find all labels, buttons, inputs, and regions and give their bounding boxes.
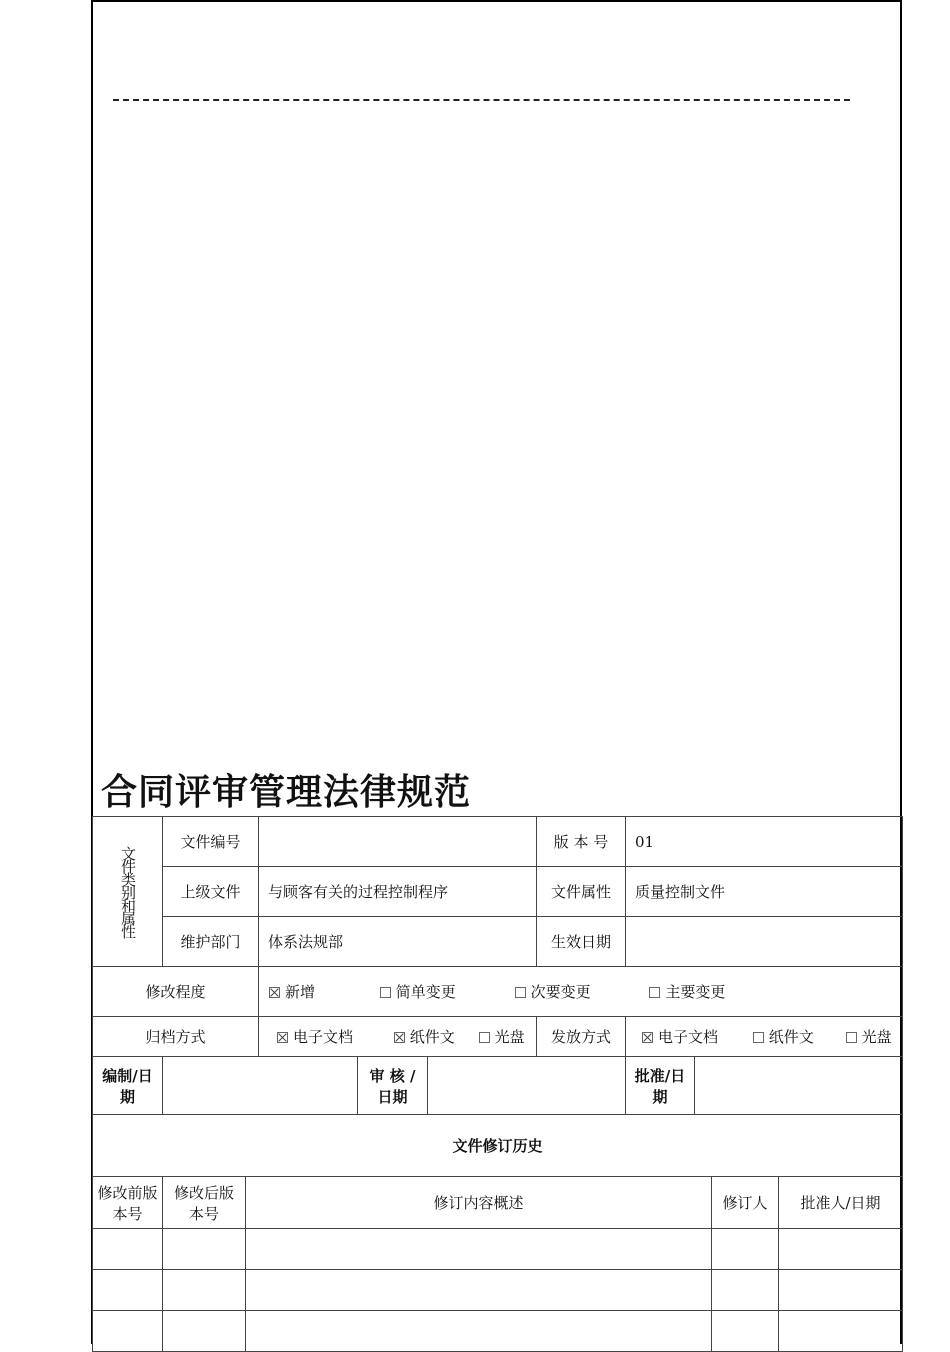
distribution-options xyxy=(626,1017,903,1057)
table-cell xyxy=(246,1270,712,1311)
distribution-label: 发放方式 xyxy=(537,1017,626,1057)
archive-label: 归档方式 xyxy=(93,1017,259,1057)
checkbox-icon[interactable] xyxy=(649,987,660,998)
table-cell xyxy=(712,1229,779,1270)
doc-number-value xyxy=(259,817,537,867)
reviewed-label: 审 核 / 日期 xyxy=(358,1057,428,1115)
doc-property-value: 质量控制文件 xyxy=(626,867,903,917)
distribution-option-electronic[interactable]: 电子文档 xyxy=(642,1026,748,1047)
version-value: 01 xyxy=(626,817,903,867)
parent-doc-label: 上级文件 xyxy=(163,867,259,917)
checkbox-icon[interactable] xyxy=(380,987,391,998)
checkbox-icon[interactable] xyxy=(846,1032,857,1043)
checkbox-icon[interactable] xyxy=(515,987,526,998)
approved-label: 批准/日期 xyxy=(626,1057,695,1115)
approval-table xyxy=(92,1056,903,1115)
revision-option-new[interactable]: 新增 xyxy=(269,981,375,1002)
table-cell xyxy=(163,1229,246,1270)
revision-level-label: 修改程度 xyxy=(93,967,259,1017)
attributes-group-label: 文件类别和属性 xyxy=(119,846,137,937)
revision-option-major[interactable]: 主要变更 xyxy=(649,981,725,1002)
reviewed-value xyxy=(428,1057,626,1115)
revision-level-table xyxy=(92,966,903,1017)
table-cell xyxy=(712,1311,779,1352)
table-cell xyxy=(712,1270,779,1311)
checkbox-icon[interactable] xyxy=(479,1032,490,1043)
approved-value xyxy=(695,1057,903,1115)
table-cell xyxy=(163,1270,246,1311)
doc-number-label: 文件编号 xyxy=(163,817,259,867)
checkbox-checked-icon[interactable] xyxy=(394,1032,405,1043)
table-cell xyxy=(93,1311,163,1352)
table-cell xyxy=(163,1311,246,1352)
history-header-approver: 批准人/日期 xyxy=(779,1177,903,1229)
parent-doc-value: 与顾客有关的过程控制程序 xyxy=(259,867,537,917)
history-header-reviser: 修订人 xyxy=(712,1177,779,1229)
maintainer-label: 维护部门 xyxy=(163,917,259,967)
revision-option-simple[interactable]: 简单变更 xyxy=(380,981,510,1002)
history-header-summary: 修订内容概述 xyxy=(246,1177,712,1229)
checkbox-checked-icon[interactable] xyxy=(269,987,280,998)
maintainer-value: 体系法规部 xyxy=(259,917,537,967)
revision-history-title: 文件修订历史 xyxy=(93,1115,903,1177)
history-header-after: 修改后版本号 xyxy=(163,1177,246,1229)
distribution-option-paper[interactable]: 纸件文 xyxy=(753,1026,841,1047)
doc-property-label: 文件属性 xyxy=(537,867,626,917)
history-header-before: 修改前版本号 xyxy=(93,1177,163,1229)
archive-table xyxy=(92,1016,903,1057)
table-row xyxy=(93,1229,903,1270)
document-title: 合同评审管理法律规范 xyxy=(101,772,472,813)
checkbox-checked-icon[interactable] xyxy=(277,1032,288,1043)
table-cell xyxy=(779,1311,903,1352)
effective-date-value xyxy=(626,917,903,967)
revision-level-options xyxy=(259,967,903,1017)
table-cell xyxy=(779,1229,903,1270)
distribution-option-disc[interactable]: 光盘 xyxy=(846,1026,892,1047)
checkbox-checked-icon[interactable] xyxy=(642,1032,653,1043)
table-cell xyxy=(779,1270,903,1311)
table-cell xyxy=(246,1311,712,1352)
table-cell xyxy=(246,1229,712,1270)
version-label: 版 本 号 xyxy=(537,817,626,867)
archive-options xyxy=(259,1017,537,1057)
revision-option-minor[interactable]: 次要变更 xyxy=(515,981,645,1002)
table-row xyxy=(93,1311,903,1352)
table-cell xyxy=(93,1229,163,1270)
prepared-value xyxy=(163,1057,358,1115)
checkbox-icon[interactable] xyxy=(753,1032,764,1043)
table-cell xyxy=(93,1270,163,1311)
prepared-label: 编制/日期 xyxy=(93,1057,163,1115)
archive-option-electronic[interactable]: 电子文档 xyxy=(277,1026,389,1047)
attributes-group-cell xyxy=(93,817,163,967)
archive-option-disc[interactable]: 光盘 xyxy=(479,1026,525,1047)
table-row xyxy=(93,1270,903,1311)
attributes-table xyxy=(92,816,903,967)
revision-history-table xyxy=(92,1114,903,1352)
effective-date-label: 生效日期 xyxy=(537,917,626,967)
archive-option-paper[interactable]: 纸件文 xyxy=(394,1026,474,1047)
header-divider xyxy=(113,99,850,101)
